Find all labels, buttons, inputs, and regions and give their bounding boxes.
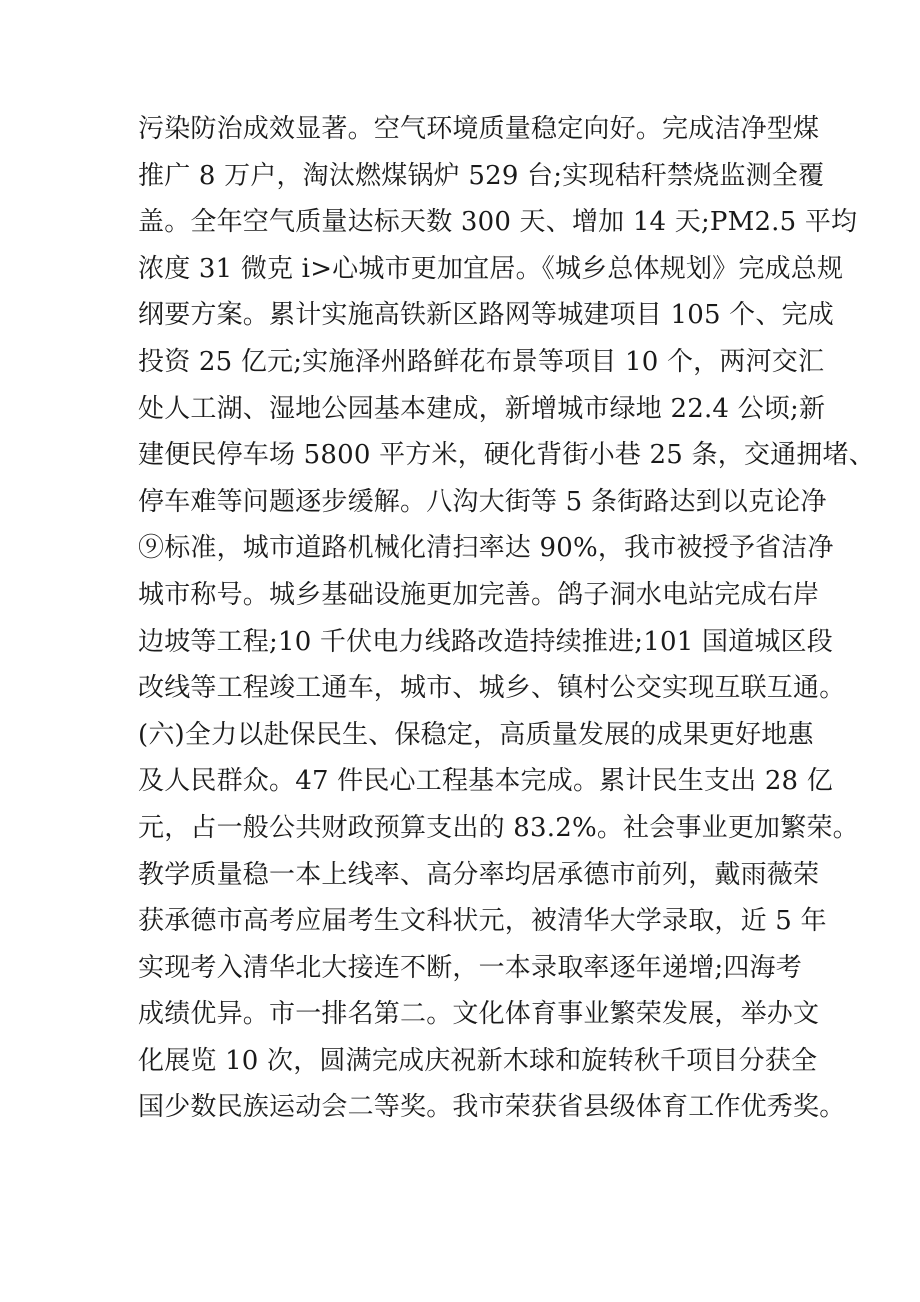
text-line: 及人民群众。47 件民心工程基本完成。累计民生支出 28 亿 bbox=[138, 766, 833, 797]
text-line: 投资 25 亿元;实施泽州路鲜花布景等项目 10 个，两河交汇 bbox=[138, 346, 825, 377]
text-line: 浓度 31 微克 i>心城市更加宜居。《城乡总体规划》完成总规 bbox=[138, 253, 844, 284]
text-line: 推广 8 万户，淘汰燃煤锅炉 529 台;实现秸秆禁烧监测全覆 bbox=[138, 160, 825, 191]
text-line: 元，占一般公共财政预算支出的 83.2%。社会事业更加繁荣。 bbox=[138, 812, 859, 843]
text-line: 污染防治成效显著。空气环境质量稳定向好。完成洁净型煤 bbox=[138, 114, 820, 144]
text-line: 处人工湖、湿地公园基本建成，新增城市绿地 22.4 公顷;新 bbox=[138, 393, 826, 424]
text-line: 边坡等工程;10 千伏电力线路改造持续推进;101 国道城区段 bbox=[138, 626, 833, 657]
text-line: 盖。全年空气质量达标天数 300 天、增加 14 天;PM2.5 平均 bbox=[138, 207, 858, 238]
text-line: 城市称号。城乡基础设施更加完善。鸽子洞水电站完成右岸 bbox=[138, 579, 820, 610]
text-line: 教学质量稳一本上线率、高分率均居承德市前列，戴雨薇荣 bbox=[138, 859, 820, 890]
text-line: 纲要方案。累计实施高铁新区路网等城建项目 105 个、完成 bbox=[138, 300, 834, 331]
text-line: 停车难等问题逐步缓解。八沟大街等 5 条街路达到以克论净 bbox=[138, 486, 827, 517]
text-line: 实现考入清华北大接连不断，一本录取率逐年递增;四海考 bbox=[138, 952, 802, 983]
text-line: 建便民停车场 5800 平方米，硬化背街小巷 25 条，交通拥堵、 bbox=[138, 440, 875, 471]
body-text bbox=[138, 106, 875, 1131]
text-line: 成绩优异。市一排名第二。文化体育事业繁荣发展，举办文 bbox=[138, 999, 820, 1030]
text-line: 获承德市高考应届考生文科状元，被清华大学录取，近 5 年 bbox=[138, 906, 827, 937]
text-line: 化展览 10 次，圆满完成庆祝新木球和旋转秋千项目分获全 bbox=[138, 1045, 818, 1076]
text-line: 国少数民族运动会二等奖。我市荣获省县级体育工作优秀奖。 bbox=[138, 1092, 846, 1123]
text-line: ⑨标准，城市道路机械化清扫率达 90%，我市被授予省洁净 bbox=[138, 533, 834, 564]
text-line: 改线等工程竣工通车，城市、城乡、镇村公交实现互联互通。 bbox=[138, 673, 846, 704]
text-line: (六)全力以赴保民生、保稳定，高质量发展的成果更好地惠 bbox=[138, 719, 814, 750]
